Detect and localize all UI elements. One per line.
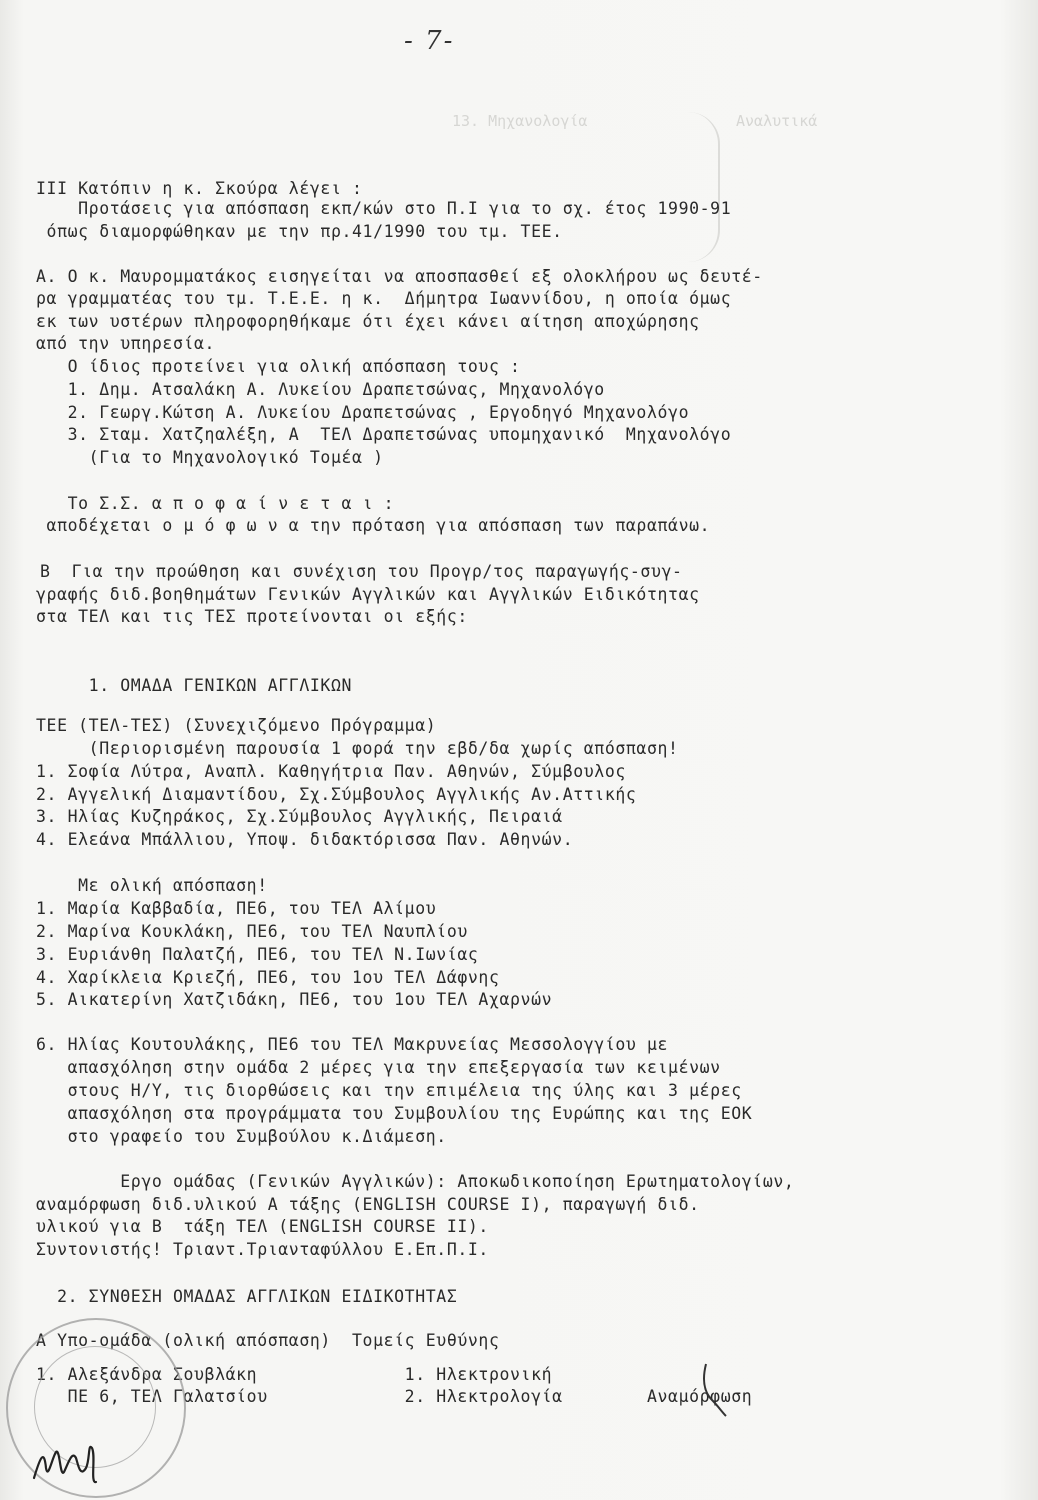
document-line: 2. Μαρίνα Κουκλάκη, ΠΕ6, του ΤΕΛ Ναυπλίου — [36, 922, 468, 941]
document-line: Το Σ.Σ. α π ο φ α ί ν ε τ α ι : — [36, 494, 395, 513]
document-line: 4. Ελεάνα Μπάλλιου, Υποψ. διδακτόρισσα Παν. Αθηνών. — [36, 830, 574, 849]
document-line: Προτάσεις για απόσπαση εκπ/κών στο Π.Ι για το σχ. έτος 1990-91 — [36, 199, 732, 218]
document-line: Εργο ομάδας (Γενικών Αγγλικών): Αποκωδικοποίηση Ερωτηματολογίων, — [36, 1172, 795, 1191]
document-line: 2. Γεωργ.Κώτση Α. Λυκείου Δραπετσώνας , Εργοδηγό Μηχανολόγο — [36, 403, 690, 422]
ghost-brace — [688, 112, 720, 262]
document-line: Α Υπο-ομάδα (ολική απόσπαση) Τομείς Ευθύνης — [36, 1331, 500, 1350]
document-line: Με ολική απόσπαση! — [36, 876, 268, 895]
handwritten-signature — [30, 1438, 120, 1492]
document-line: (Για το Μηχανολογικό Τομέα ) — [36, 448, 384, 467]
document-line: 3. Ηλίας Κυζηράκος, Σχ.Σύμβουλος Αγγλικής, Πειραιά — [36, 807, 563, 826]
document-line: 1. Δημ. Ατσαλάκη Α. Λυκείου Δραπετσώνας, Μηχανολόγο — [36, 380, 605, 399]
document-line: Ο ίδιος προτείνει για ολική απόσπαση τους : — [36, 357, 521, 376]
document-line: αποδέχεται ο μ ό φ ω ν α την πρόταση για απόσπαση των παραπάνω. — [36, 516, 711, 535]
document-line: 1. Μαρία Καββαδία, ΠΕ6, του ΤΕΛ Αλίμου — [36, 899, 437, 918]
document-line: ΠΕ 6, ΤΕΛ Γαλατσίου 2. Ηλεκτρολογία Αναμόρφωση — [36, 1387, 753, 1406]
page-number: - 7- — [404, 26, 455, 56]
document-line: από την υπηρεσία. — [36, 334, 216, 353]
document-line: 1. Αλεξάνδρα Σουβλάκη 1. Ηλεκτρονική — [36, 1365, 553, 1384]
document-line: 4. Χαρίκλεια Κριεζή, ΠΕ6, του 1ου ΤΕΛ Δάφνης — [36, 968, 500, 987]
document-line: (Περιορισμένη παρουσία 1 φορά την εβδ/δα χωρίς απόσπαση! — [36, 739, 679, 758]
document-line: Συντονιστής! Τριαντ.Τριανταφύλλου Ε.Επ.Π.Ι. — [36, 1240, 489, 1259]
document-line: εκ των υστέρων πληροφορηθήκαμε ότι έχει κάνει αίτηση αποχώρησης — [36, 312, 700, 331]
document-line: Β Για την προώθηση και συνέχιση του Προγρ/τος παραγωγής-συγ- — [40, 562, 683, 581]
document-line: στους Η/Υ, τις διορθώσεις και την επιμέλεια της ύλης και 3 μέρες — [36, 1081, 742, 1100]
document-line: 3. Σταμ. Χατζηαλέξη, Α ΤΕΛ Δραπετσώνας υπομηχανικό Μηχανολόγο — [36, 425, 732, 444]
document-line: 5. Αικατερίνη Χατζιδάκη, ΠΕ6, του 1ου ΤΕΛ Αχαρνών — [36, 990, 553, 1009]
document-line: 6. Ηλίας Κουτουλάκης, ΠΕ6 του ΤΕΛ Μακρυνείας Μεσσολογγίου με — [36, 1035, 669, 1054]
document-line: υλικού για Β τάξη ΤΕΛ (ENGLISH COURSE II). — [36, 1217, 489, 1236]
document-line: αναμόρφωση διδ.υλικού Α τάξης (ENGLISH COURSE I), παραγωγή διδ. — [36, 1195, 700, 1214]
document-line: ΤΕΕ (ΤΕΛ-ΤΕΣ) (Συνεχιζόμενο Πρόγραμμα) — [36, 716, 437, 735]
document-line: στο γραφείο του Συμβούλου κ.Διάμεση. — [36, 1127, 447, 1146]
ghost-text: Αναλυτικά — [736, 112, 818, 130]
handwritten-brace — [700, 1362, 730, 1428]
document-line: 1. ΟΜΑΔΑ ΓΕΝΙΚΩΝ ΑΓΓΛΙΚΩΝ — [36, 676, 353, 695]
document-line: 3. Ευριάνθη Παλατζή, ΠΕ6, του ΤΕΛ Ν.Ιωνίας — [36, 945, 479, 964]
document-line: στα ΤΕΛ και τις ΤΕΣ προτείνονται οι εξής: — [36, 607, 468, 626]
document-line: 1. Σοφία Λύτρα, Αναπλ. Καθηγήτρια Παν. Αθηνών, Σύμβουλος — [36, 762, 626, 781]
ghost-text: 13. Μηχανολογία — [452, 112, 588, 130]
document-line: απασχόληση στα προγράμματα του Συμβουλίου της Ευρώπης και της ΕΟΚ — [36, 1104, 753, 1123]
document-line: όπως διαμορφώθηκαν με την πρ.41/1990 του τμ. ΤΕΕ. — [36, 222, 563, 241]
document-line: 2. Αγγελική Διαμαντίδου, Σχ.Σύμβουλος Αγγλικής Αν.Αττικής — [36, 785, 637, 804]
document-line: Α. Ο κ. Μαυρομματάκος εισηγείται να αποσπασθεί εξ ολοκλήρου ως δευτέ- — [36, 267, 763, 286]
document-line: 2. ΣΥΝΘΕΣΗ ΟΜΑΔΑΣ ΑΓΓΛΙΚΩΝ ΕΙΔΙΚΟΤΗΤΑΣ — [36, 1287, 458, 1306]
document-line: ρα γραμματέας του τμ. Τ.Ε.Ε. η κ. Δήμητρα Ιωαννίδου, η οποία όμως — [36, 289, 732, 308]
document-line: απασχόληση στην ομάδα 2 μέρες για την επεξεργασία των κειμένων — [36, 1058, 721, 1077]
document-line: γραφής διδ.βοηθημάτων Γενικών Αγγλικών και Αγγλικών Ειδικότητας — [36, 585, 700, 604]
document-line: III Κατόπιν η κ. Σκούρα λέγει : — [36, 179, 363, 198]
